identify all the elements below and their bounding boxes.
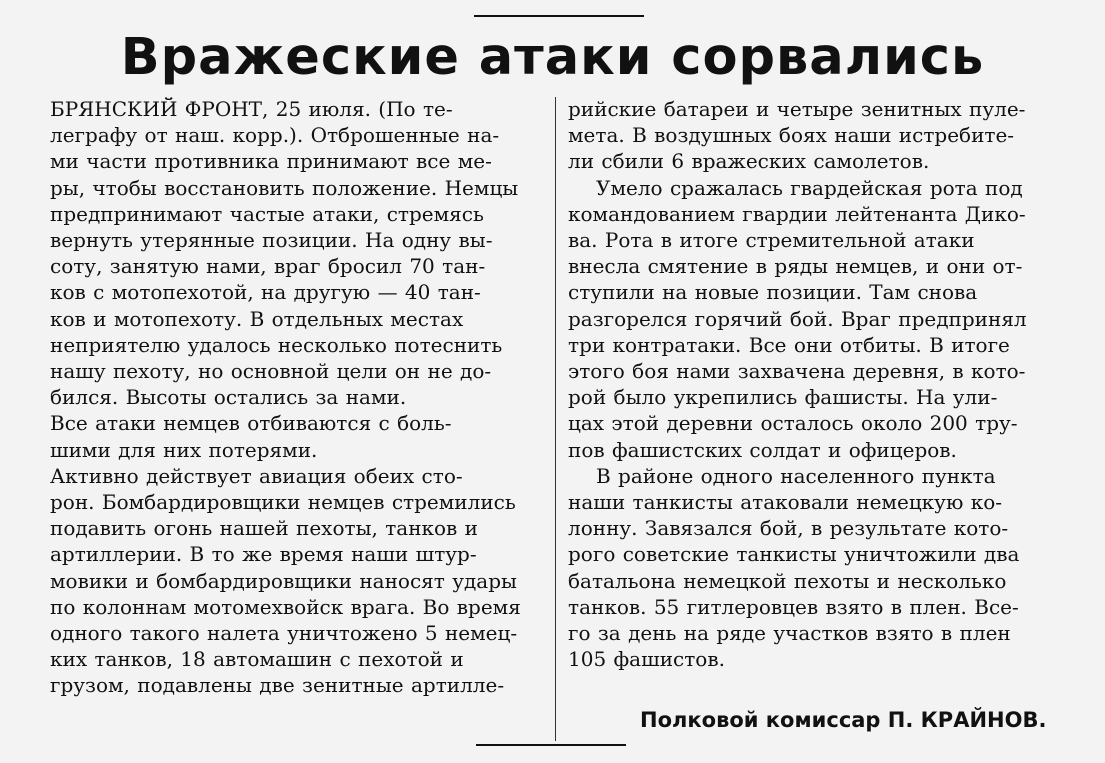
text-line: этого боя нами захвачена деревня, в кото- <box>568 359 1026 384</box>
text-line: три контратаки. Все они отбиты. В итоге <box>568 332 1010 357</box>
top-rule <box>474 15 644 17</box>
text-line: рого советские танкисты уничтожили два <box>568 542 1020 567</box>
text-line: мовики и бомбардировщики наносят удары <box>50 568 517 593</box>
text-line: разгорелся горячий бой. Враг предпринял <box>568 306 1027 331</box>
article-column-right <box>568 96 1086 672</box>
text-line: танков. 55 гитлеровцев взято в плен. Все- <box>568 594 1019 619</box>
text-line: одного такого налета уничтожено 5 немец- <box>50 621 518 646</box>
text-line: рон. Бомбардировщики немцев стремились <box>50 490 516 515</box>
text-line: подавить огонь нашей пехоты, танков и <box>50 516 479 541</box>
text-line: бился. Высоты остались за нами. <box>50 385 407 410</box>
text-line: по колоннам мотомехвойск врага. Во время <box>50 594 521 619</box>
text-line: наши танкисты атаковали немецкую ко- <box>568 490 1003 515</box>
bottom-rule <box>476 744 626 746</box>
text-line: Активно действует авиация обеих сто- <box>50 463 463 488</box>
text-line: ков и мотопехоту. В отдельных местах <box>50 306 464 331</box>
text-line: артиллерии. В то же время наши штур- <box>50 542 477 567</box>
text-line: ва. Рота в итоге стремительной атаки <box>568 228 975 253</box>
text-line: ступили на новые позиции. Там снова <box>568 280 978 305</box>
text-line: лонну. Завязался бой, в результате кото- <box>568 516 1009 541</box>
text-line: рийские батареи и четыре зенитных пуле- <box>568 97 1026 121</box>
text-line: цах этой деревни осталось около 200 тру- <box>568 411 1018 436</box>
text-line: го за день на ряде участков взято в плен <box>568 621 1011 646</box>
text-line: батальона немецкой пехоты и несколько <box>568 568 1007 593</box>
text-line: предпринимают частые атаки, стремясь <box>50 201 484 226</box>
text-line: шими для них потерями. <box>50 437 318 462</box>
article-column-left <box>50 96 540 699</box>
text-line: командованием гвардии лейтенанта Дико- <box>568 201 1026 226</box>
text-line: пов фашистских солдат и офицеров. <box>568 437 957 462</box>
text-line: вернуть утерянные позиции. На одну вы- <box>50 228 493 253</box>
text-line: БРЯНСКИЙ ФРОНТ, 25 июля. (По те- <box>50 97 453 121</box>
text-line: Все атаки немцев отбиваются с боль- <box>50 411 452 436</box>
text-line: леграфу от наш. корр.). Отброшенные на- <box>50 123 500 148</box>
text-line: В районе одного населенного пункта <box>596 463 996 488</box>
text-line: Умело сражалась гвардейская рота под <box>596 175 1023 200</box>
text-line: неприятелю удалось несколько потеснить <box>50 332 503 357</box>
text-line: ры, чтобы восстановить положение. Немцы <box>50 175 519 200</box>
text-line: ких танков, 18 автомашин с пехотой и <box>50 647 464 672</box>
text-line: внесла смятение в ряды немцев, и они от- <box>568 254 1023 279</box>
text-line: соту, занятую нами, враг бросил 70 тан- <box>50 254 486 279</box>
column-divider <box>555 97 556 741</box>
text-line: мета. В воздушных боях наши истребите- <box>568 123 1015 148</box>
text-line: рой было укрепились фашисты. На ули- <box>568 385 998 410</box>
text-line: грузом, подавлены две зенитные артилле- <box>50 673 505 698</box>
text-line: нашу пехоту, но основной цели он не до- <box>50 359 492 384</box>
text-line: ли сбили 6 вражеских самолетов. <box>568 149 930 174</box>
text-line: 105 фашистов. <box>568 647 725 672</box>
headline: Вражеские атаки сорвались <box>120 28 985 87</box>
text-line: ков с мотопехотой, на другую — 40 тан- <box>50 280 481 305</box>
text-line: ми части противника принимают все ме- <box>50 149 492 174</box>
author-signature: Полковой комиссар П. КРАЙНОВ. <box>640 708 1047 732</box>
